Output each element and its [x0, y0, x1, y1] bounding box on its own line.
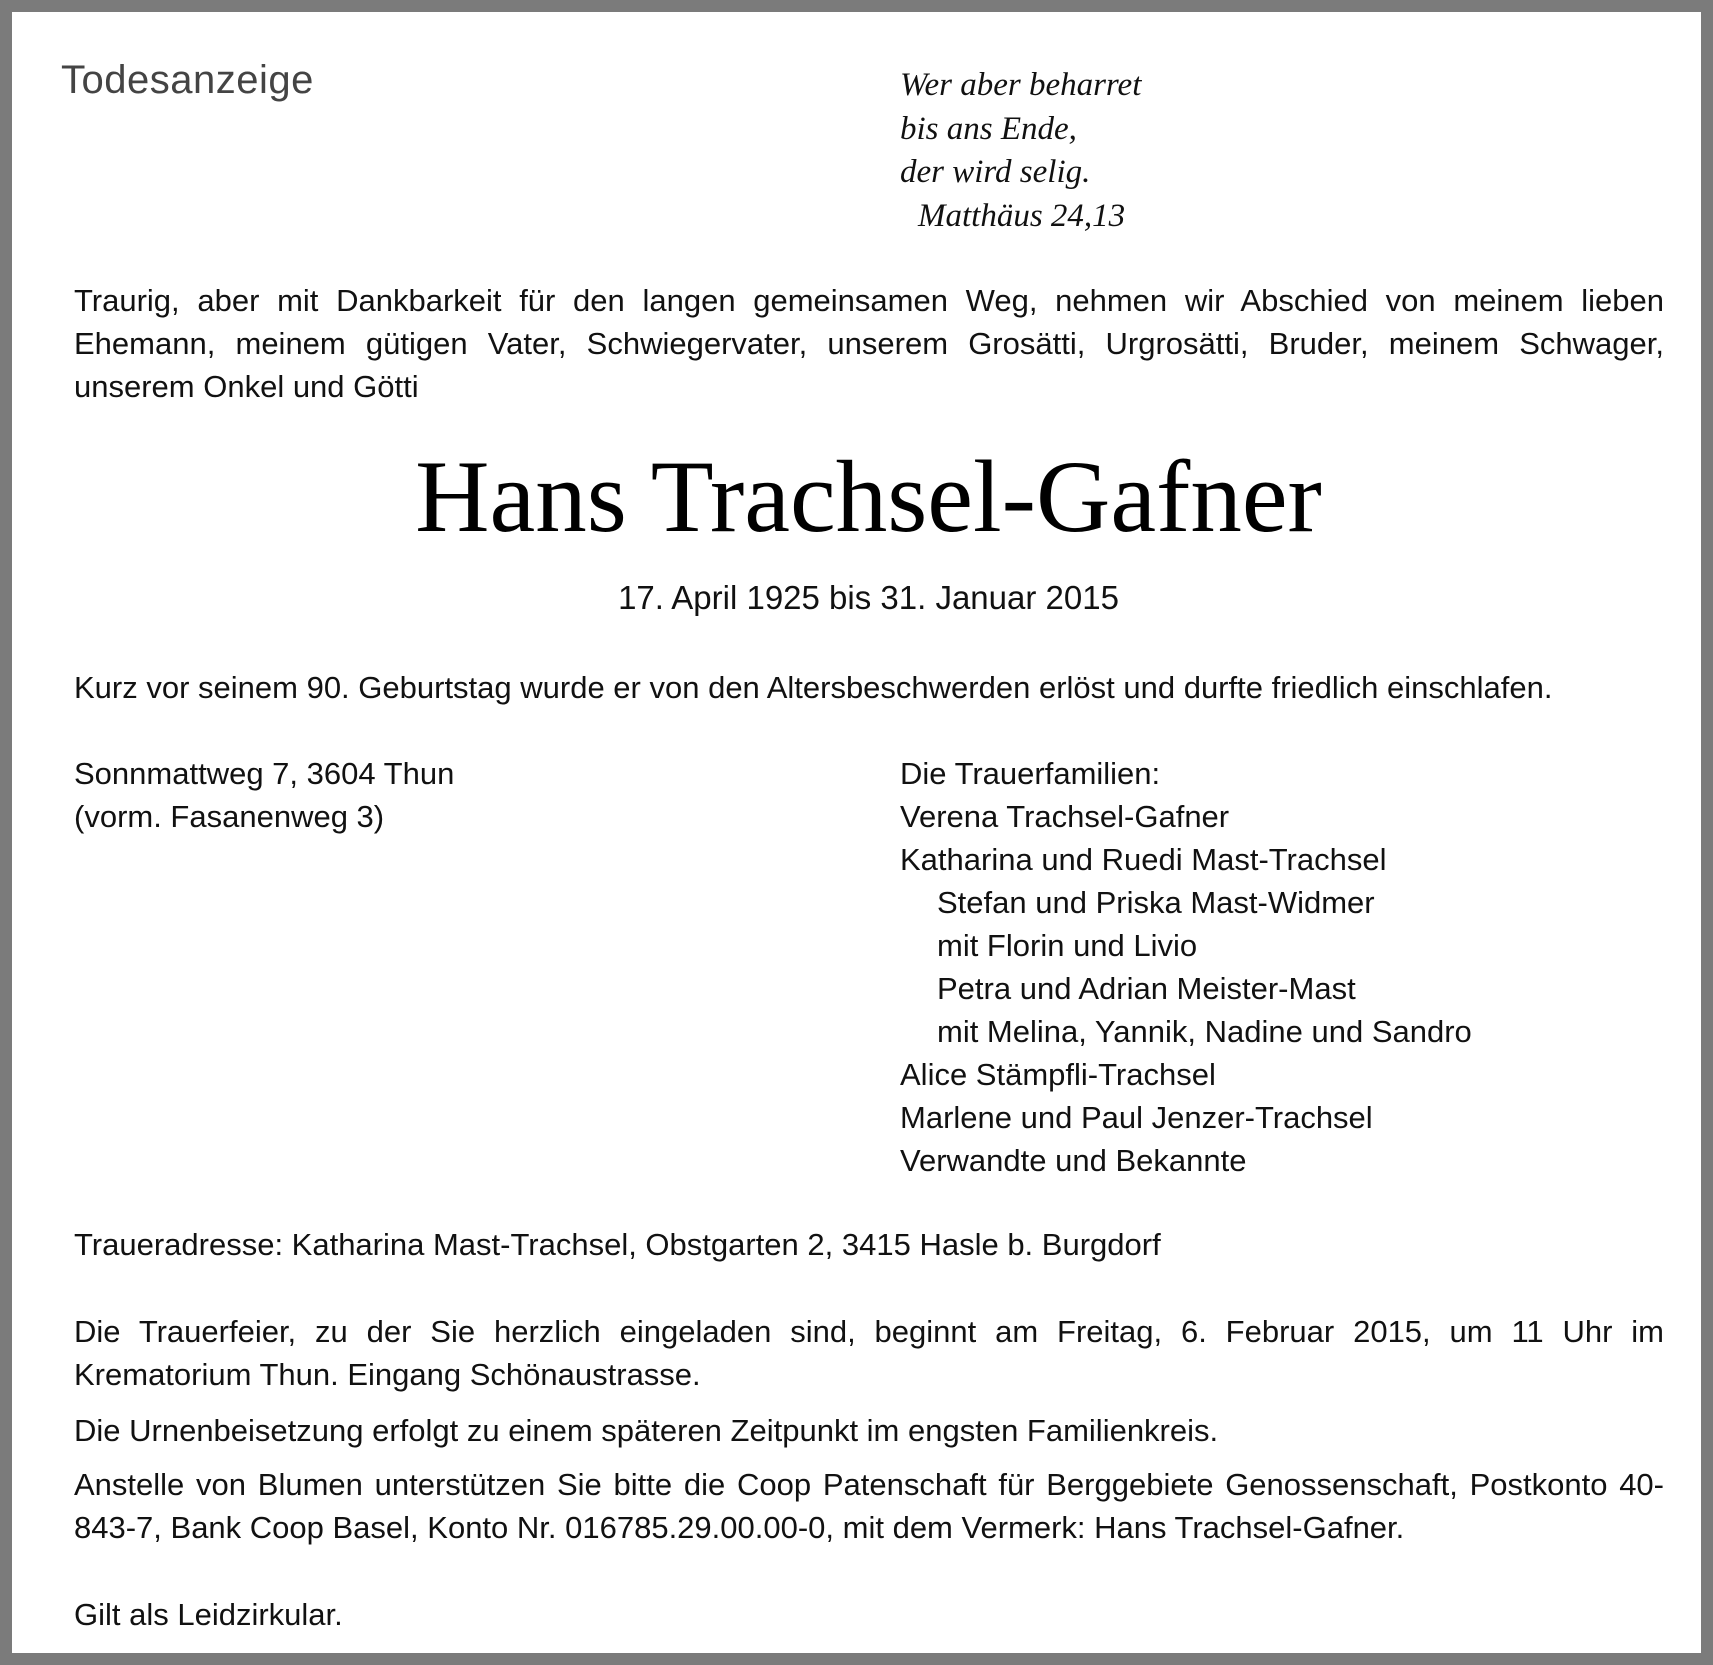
- families-title: Die Trauerfamilien:: [900, 756, 1161, 791]
- verse-line-3: der wird selig.: [900, 154, 1091, 190]
- donation-paragraph: Anstelle von Blumen unterstützen Sie bitte die Coop Patenschaft für Berggebiete Genossenschaft, Postkonto 40-843-7, Bank Coop Basel, Konto Nr. 016785.29.00.00-0, mit dem Vermerk: Hans Trachsel-Gafner.: [74, 1467, 1664, 1545]
- ceremony-paragraph: Die Trauerfeier, zu der Sie herzlich eingeladen sind, beginnt am Freitag, 6. Februar 2015, um 11 Uhr im Krematorium Thun. Eingang Schönaustrasse.: [74, 1314, 1664, 1392]
- home-address: [74, 752, 454, 838]
- bible-verse: [900, 64, 1200, 238]
- verse-reference: Matthäus 24,13: [918, 197, 1126, 234]
- family-member: Petra und Adrian Meister-Mast: [937, 971, 1356, 1006]
- intro-paragraph: Traurig, aber mit Dankbarkeit für den langen gemeinsamen Weg, nehmen wir Abschied von meinem lieben Ehemann, meinem gütigen Vater, Schwiegervater, unserem Grosätti, Urgrosätti, Bruder, meinem Schwager, unserem Onkel und Götti: [74, 283, 1664, 404]
- page-heading: Todesanzeige: [61, 58, 314, 102]
- life-dates: 17. April 1925 bis 31. Januar 2015: [618, 579, 1119, 616]
- mourning-families: [900, 752, 1472, 1182]
- mourning-address: Traueradresse: Katharina Mast-Trachsel, Obstgarten 2, 3415 Hasle b. Burgdorf: [74, 1227, 1161, 1262]
- family-member: Marlene und Paul Jenzer-Trachsel: [900, 1100, 1373, 1135]
- family-member: Katharina und Ruedi Mast-Trachsel: [900, 842, 1387, 877]
- family-member: Verena Trachsel-Gafner: [900, 799, 1230, 834]
- family-member: mit Melina, Yannik, Nadine und Sandro: [937, 1014, 1472, 1049]
- address-line-2: (vorm. Fasanenweg 3): [74, 799, 385, 834]
- circular-note: Gilt als Leidzirkular.: [74, 1597, 343, 1632]
- deceased-name: Hans Trachsel-Gafner: [415, 440, 1322, 554]
- family-member: Verwandte und Bekannte: [900, 1143, 1247, 1178]
- family-member: Stefan und Priska Mast-Widmer: [937, 885, 1375, 920]
- passing-note: Kurz vor seinem 90. Geburtstag wurde er von den Altersbeschwerden erlöst und durfte friedlich einschlafen.: [74, 670, 1553, 705]
- verse-line-2: bis ans Ende,: [900, 110, 1077, 147]
- verse-line-1: Wer aber beharret: [900, 67, 1142, 103]
- address-line-1: Sonnmattweg 7, 3604 Thun: [74, 756, 455, 791]
- urn-burial-paragraph: Die Urnenbeisetzung erfolgt zu einem späteren Zeitpunkt im engsten Familienkreis.: [74, 1413, 1219, 1448]
- family-member: mit Florin und Livio: [937, 928, 1198, 963]
- family-member: Alice Stämpfli-Trachsel: [900, 1057, 1216, 1092]
